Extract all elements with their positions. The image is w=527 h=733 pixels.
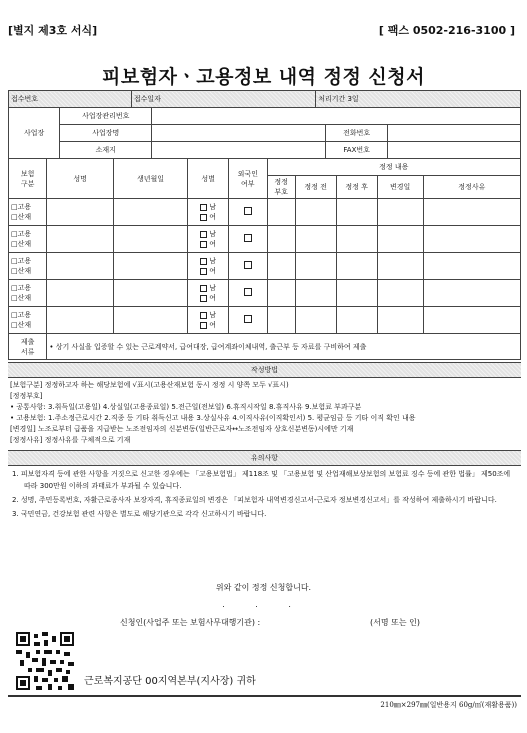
employment-checkbox[interactable]: □고용: [11, 311, 32, 319]
female-checkbox[interactable]: [200, 268, 207, 275]
table-row: [9, 253, 521, 280]
male-label: 남: [209, 257, 217, 265]
application-form: [8, 90, 521, 524]
employment-checkbox[interactable]: □고용: [11, 257, 32, 265]
female-label: 여: [209, 321, 217, 329]
fax-number: [ 팩스 0502-216-3100 ]: [378, 24, 515, 37]
header-after: 정정 후: [336, 176, 377, 199]
male-option[interactable]: [190, 310, 226, 320]
female-label: 여: [209, 213, 217, 221]
female-checkbox[interactable]: [200, 322, 207, 329]
female-label: 여: [209, 267, 217, 275]
phone-input[interactable]: [387, 125, 520, 142]
foreigner-cell: [229, 253, 267, 280]
notice-item: 2. 성명, 주민등록번호, 자활근로종사자 보장자격, 휴직종료일의 변경은 「피보험자 내역변경신고서-근로자 정보변경신고서」를 작성하여 제출하시기 바랍니다.: [12, 496, 497, 504]
table-row: [9, 226, 521, 253]
male-option[interactable]: [190, 283, 226, 293]
workplace-mgmt-no-label: 사업장관리번호: [60, 108, 152, 125]
insurance-type-cell[interactable]: [9, 226, 47, 253]
reason-input[interactable]: [423, 307, 520, 334]
before-input[interactable]: [295, 226, 336, 253]
male-checkbox[interactable]: [200, 258, 207, 265]
correction-table: [8, 158, 521, 360]
writing-guide: [8, 378, 521, 448]
receipt-number-field[interactable]: 접수번호: [9, 91, 132, 108]
table-row: [9, 280, 521, 307]
phone-label: 전화번호: [326, 125, 387, 142]
gender-cell: [188, 253, 229, 280]
male-label: 남: [209, 203, 217, 211]
guide-line: • 공통사항: 3.취득일(고용일) 4.상실일(고용종료일) 5.전근일(전보일) 6.휴직시작일 8.휴직사유 9.보험료 부과구분: [10, 403, 362, 411]
employment-checkbox[interactable]: □고용: [11, 284, 32, 292]
accident-checkbox[interactable]: □산재: [11, 321, 32, 329]
foreigner-checkbox[interactable]: [244, 315, 252, 323]
header-change-date: 변경일: [377, 176, 423, 199]
after-input[interactable]: [336, 253, 377, 280]
birth-input[interactable]: [113, 307, 187, 334]
gender-cell: [188, 226, 229, 253]
insurance-type-cell[interactable]: [9, 280, 47, 307]
recipient-agency: 근로복지공단 00지역본부(지사장) 귀하: [84, 676, 256, 687]
name-input[interactable]: [47, 226, 114, 253]
table-row: [9, 307, 521, 334]
notice-item: 3. 국민연금, 건강보험 관련 사항은 별도로 해당기관으로 각각 신고하시기 바랍니다.: [12, 510, 267, 518]
name-input[interactable]: [47, 253, 114, 280]
change-date-input[interactable]: [377, 199, 423, 226]
reason-input[interactable]: [423, 226, 520, 253]
male-label: 남: [209, 284, 217, 292]
entry-rows: [9, 199, 521, 334]
before-input[interactable]: [295, 199, 336, 226]
male-option[interactable]: [190, 229, 226, 239]
foreigner-cell: [229, 199, 267, 226]
male-checkbox[interactable]: [200, 312, 207, 319]
correction-code-input[interactable]: [267, 280, 295, 307]
male-checkbox[interactable]: [200, 204, 207, 211]
qr-code-icon: [16, 632, 74, 690]
female-checkbox[interactable]: [200, 241, 207, 248]
accident-checkbox[interactable]: □산재: [11, 267, 32, 275]
documents-label: 제출 서류: [9, 334, 47, 360]
workplace-table: [8, 107, 521, 159]
birth-input[interactable]: [113, 280, 187, 307]
header-name: 성명: [47, 159, 114, 199]
female-checkbox[interactable]: [200, 214, 207, 221]
accident-checkbox[interactable]: □산재: [11, 294, 32, 302]
insurance-type-cell[interactable]: [9, 253, 47, 280]
change-date-input[interactable]: [377, 253, 423, 280]
change-date-input[interactable]: [377, 280, 423, 307]
reason-input[interactable]: [423, 280, 520, 307]
gender-cell: [188, 199, 229, 226]
after-input[interactable]: [336, 226, 377, 253]
guide-line: • 고용보험: 1.주소정근로시간 2.직종 등 기타 취득신고 내용 3.상실사유 4.이직사유(이직확인서) 5. 평균임금 등 기타 이직 확인 내용: [10, 414, 416, 422]
after-input[interactable]: [336, 307, 377, 334]
notice-list: [8, 466, 521, 524]
birth-input[interactable]: [113, 253, 187, 280]
female-label: 여: [209, 240, 217, 248]
female-option[interactable]: [190, 293, 226, 303]
header-foreigner: 외국인 여부: [229, 159, 267, 199]
closing-statement: 위와 같이 정정 신청합니다.: [215, 583, 312, 592]
receipt-date-field[interactable]: 접수일자: [131, 91, 315, 108]
workplace-name-label: 사업장명: [60, 125, 152, 142]
after-input[interactable]: [336, 280, 377, 307]
receipt-table: [8, 90, 521, 108]
header-correction-code: 정정 부호: [267, 176, 295, 199]
footer-divider: [8, 695, 521, 697]
foreigner-cell: [229, 226, 267, 253]
header-before: 정정 전: [295, 176, 336, 199]
header-reason: 정정사유: [423, 176, 520, 199]
before-input[interactable]: [295, 280, 336, 307]
foreigner-checkbox[interactable]: [244, 207, 252, 215]
foreigner-checkbox[interactable]: [244, 234, 252, 242]
foreigner-checkbox[interactable]: [244, 288, 252, 296]
accident-checkbox[interactable]: □산재: [11, 213, 32, 221]
male-checkbox[interactable]: [200, 285, 207, 292]
workplace-group-label: 사업장: [9, 108, 60, 159]
guide-title: 작성방법: [8, 362, 521, 378]
change-date-input[interactable]: [377, 307, 423, 334]
fax-label: FAX번호: [326, 142, 387, 159]
foreigner-cell: [229, 280, 267, 307]
header-gender: 성별: [188, 159, 229, 199]
correction-code-input[interactable]: [267, 253, 295, 280]
table-row: [9, 199, 521, 226]
notice-item: 1. 피보험자격 등에 관한 사항을 거짓으로 신고한 경우에는 「고용보험법」 제118조 및 「고용보험 및 산업재해보상보험의 보험료 징수 등에 관한 법률」 제50조에 따라 300만원 이하의 과태료가 부과될 수 있습니다.: [12, 470, 511, 490]
workplace-address-input[interactable]: [152, 142, 326, 159]
female-option[interactable]: [190, 320, 226, 330]
documents-text: • 상기 사실을 입증할 수 있는 근로계약서, 급여대장, 급여계좌이체내역, 출근부 등 자료를 구비하여 제출: [47, 334, 521, 360]
fax-input[interactable]: [387, 142, 520, 159]
insurance-type-cell[interactable]: [9, 199, 47, 226]
page-title: 피보험자ㆍ고용정보 내역 정정 신청서: [101, 66, 425, 88]
employment-checkbox[interactable]: □고용: [11, 203, 32, 211]
form-number: [별지 제3호 서식]: [8, 24, 98, 37]
applicant-label: 신청인(사업주 또는 보험사무대행기관) :: [120, 618, 261, 627]
after-input[interactable]: [336, 199, 377, 226]
name-input[interactable]: [47, 280, 114, 307]
correction-code-input[interactable]: [267, 199, 295, 226]
correction-code-input[interactable]: [267, 226, 295, 253]
header-birth: 생년월일: [113, 159, 187, 199]
guide-line: [정정부호]: [10, 392, 43, 400]
name-input[interactable]: [47, 307, 114, 334]
male-label: 남: [209, 230, 217, 238]
male-checkbox[interactable]: [200, 231, 207, 238]
birth-input[interactable]: [113, 226, 187, 253]
header-insurance-type: 보험 구분: [9, 159, 47, 199]
signature-field[interactable]: (서명 또는 인): [370, 618, 420, 627]
name-input[interactable]: [47, 199, 114, 226]
notice-title: 유의사항: [8, 450, 521, 466]
header-correction-group: 정정 내용: [267, 159, 520, 176]
gender-cell: [188, 280, 229, 307]
female-option[interactable]: [190, 266, 226, 276]
reason-input[interactable]: [423, 253, 520, 280]
change-date-input[interactable]: [377, 226, 423, 253]
employment-checkbox[interactable]: □고용: [11, 230, 32, 238]
guide-line: [보험구분] 정정하고자 하는 해당보험에 √표시(고용산재보험 동시 정정 시 양쪽 모두 √표시): [10, 381, 289, 389]
male-option[interactable]: [190, 202, 226, 212]
female-option[interactable]: [190, 212, 226, 222]
before-input[interactable]: [295, 307, 336, 334]
guide-line: [정정사유] 정정사유를 구체적으로 기재: [10, 436, 131, 444]
insurance-type-cell[interactable]: [9, 307, 47, 334]
female-checkbox[interactable]: [200, 295, 207, 302]
female-option[interactable]: [190, 239, 226, 249]
male-option[interactable]: [190, 256, 226, 266]
workplace-address-label: 소재지: [60, 142, 152, 159]
male-label: 남: [209, 311, 217, 319]
before-input[interactable]: [295, 253, 336, 280]
workplace-name-input[interactable]: [152, 125, 326, 142]
guide-line: [변경일] 노조로부터 급품을 지급받는 노조전임자의 신분변동(일반근로자↔노조전임자 상호신분변동)시에만 기재: [10, 425, 354, 433]
correction-code-input[interactable]: [267, 307, 295, 334]
workplace-mgmt-no-input[interactable]: [152, 108, 521, 125]
gender-cell: [188, 307, 229, 334]
paper-spec: 210㎜×297㎜(일반용지 60g/㎡(재활용품)): [380, 701, 517, 709]
birth-input[interactable]: [113, 199, 187, 226]
foreigner-cell: [229, 307, 267, 334]
foreigner-checkbox[interactable]: [244, 261, 252, 269]
processing-period: 처리기간 3일: [316, 91, 521, 108]
female-label: 여: [209, 294, 217, 302]
accident-checkbox[interactable]: □산재: [11, 240, 32, 248]
reason-input[interactable]: [423, 199, 520, 226]
date-field[interactable]: . . .: [222, 600, 305, 609]
